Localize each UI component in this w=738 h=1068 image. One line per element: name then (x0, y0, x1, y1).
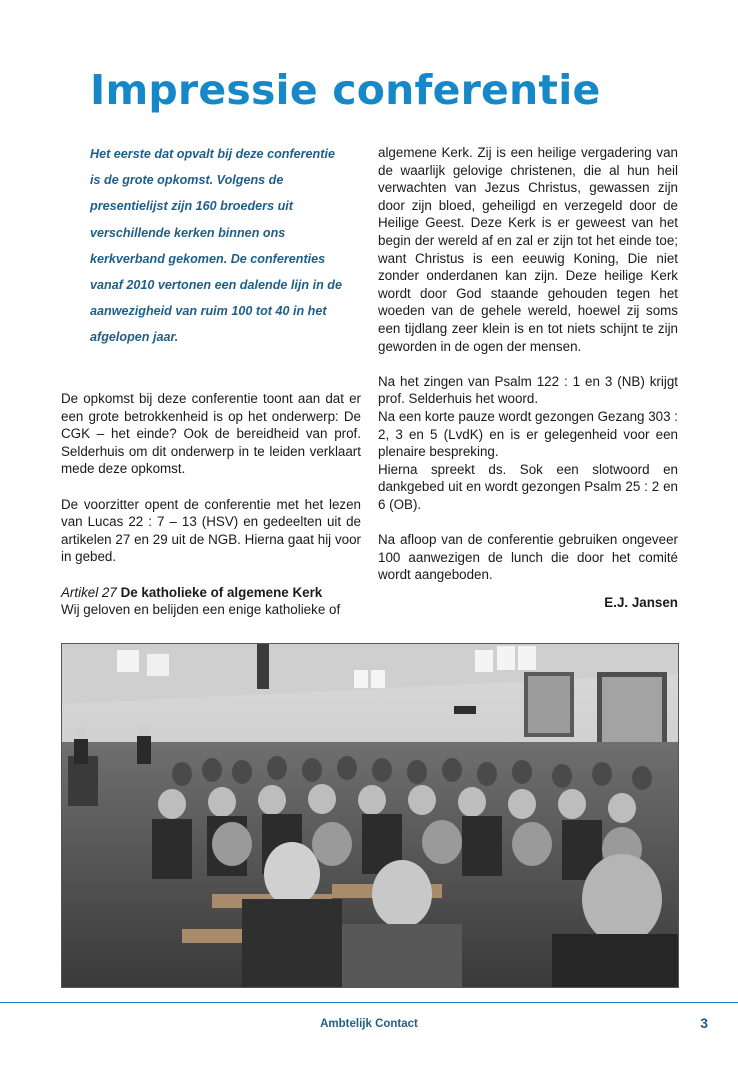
lead-line: Het eerste dat opvalt bij deze conferentie (90, 147, 335, 161)
body-paragraph: algemene Kerk. Zij is een heilige vergadering van de waarlijk gelovige christenen, die al hun heil verwachten van Jezus Christus, gewassen zijn door zijn bloed, geheiligd en verzegeld door de Heilige Geest. Deze Kerk is er geweest van het begin der wereld af en zal er zijn tot het einde toe; want Christus is een eeuwig Koning, Die niet zonder onderdanen kan zijn. Deze heilige Kerk wordt door God staande gehouden tegen het woeden van de gehele wereld, hoewel zij soms een tijdlang zeer klein is en tot niets schijnt te zijn geworden in de ogen der mensen. (378, 145, 678, 354)
lead-line: is de grote opkomst. Volgens de (90, 173, 284, 188)
lead-line: kerkverband gekomen. De conferenties (90, 251, 326, 266)
lead-line: vanaf 2010 vertonen een dalende lijn in de (90, 278, 342, 293)
body-paragraph: De voorzitter opent de conferentie met het lezen van Lucas 22 : 7 – 13 (HSV) en gedeelten uit de artikelen 27 en 29 uit de NGB. Hierna gaat hij voor in gebed. (61, 496, 361, 565)
footer-magazine-title: Ambtelijk Contact (320, 1018, 418, 1030)
body-line: Hierna spreekt ds. Sok een slotwoord en dankgebed uit en wordt gezongen Psalm 25 : 2 en 6 (OB). (378, 461, 678, 512)
body-paragraph: De opkomst bij deze conferentie toont aan dat er een grote betrokkenheid is op het onderwerp: De CGK – het einde? Ook de bereidheid van prof. Selderhuis om dit onderwerp in te leiden verklaart mede deze opkomst. (61, 391, 361, 477)
lead-line: verschillende kerken binnen ons (90, 225, 286, 240)
page-number: 3 (700, 1015, 708, 1031)
footer-rule (0, 1002, 738, 1003)
article-heading: De katholieke of algemene Kerk (120, 584, 323, 600)
left-column (61, 390, 361, 619)
lead-line: presentielijst zijn 160 broeders uit (90, 199, 293, 214)
article-title: Impressie conferentie (90, 66, 601, 114)
article-ref: Artikel 27 (61, 584, 117, 600)
article-lead (90, 141, 352, 351)
lead-line: afgelopen jaar. (90, 330, 179, 345)
article-quote-start: Wij geloven en belijden een enige katholieke of (61, 602, 341, 618)
body-line: Na een korte pauze wordt gezongen Gezang 303 : 2, 3 en 5 (LvdK) en is er gelegenheid voor een plenaire bespreking. (378, 408, 679, 460)
author-name: E.J. Jansen (604, 594, 678, 610)
body-paragraph: Na afloop van de conferentie gebruiken ongeveer 100 aanwezigen de lunch die door het comité wordt aangeboden. (378, 532, 678, 583)
conference-photo (61, 643, 679, 988)
lead-line: aanwezigheid van ruim 100 tot 40 in het (90, 304, 327, 319)
article-quote-heading (61, 584, 361, 602)
body-line: Na het zingen van Psalm 122 : 1 en 3 (NB) krijgt prof. Selderhuis het woord. (378, 373, 678, 407)
right-column (378, 144, 678, 629)
